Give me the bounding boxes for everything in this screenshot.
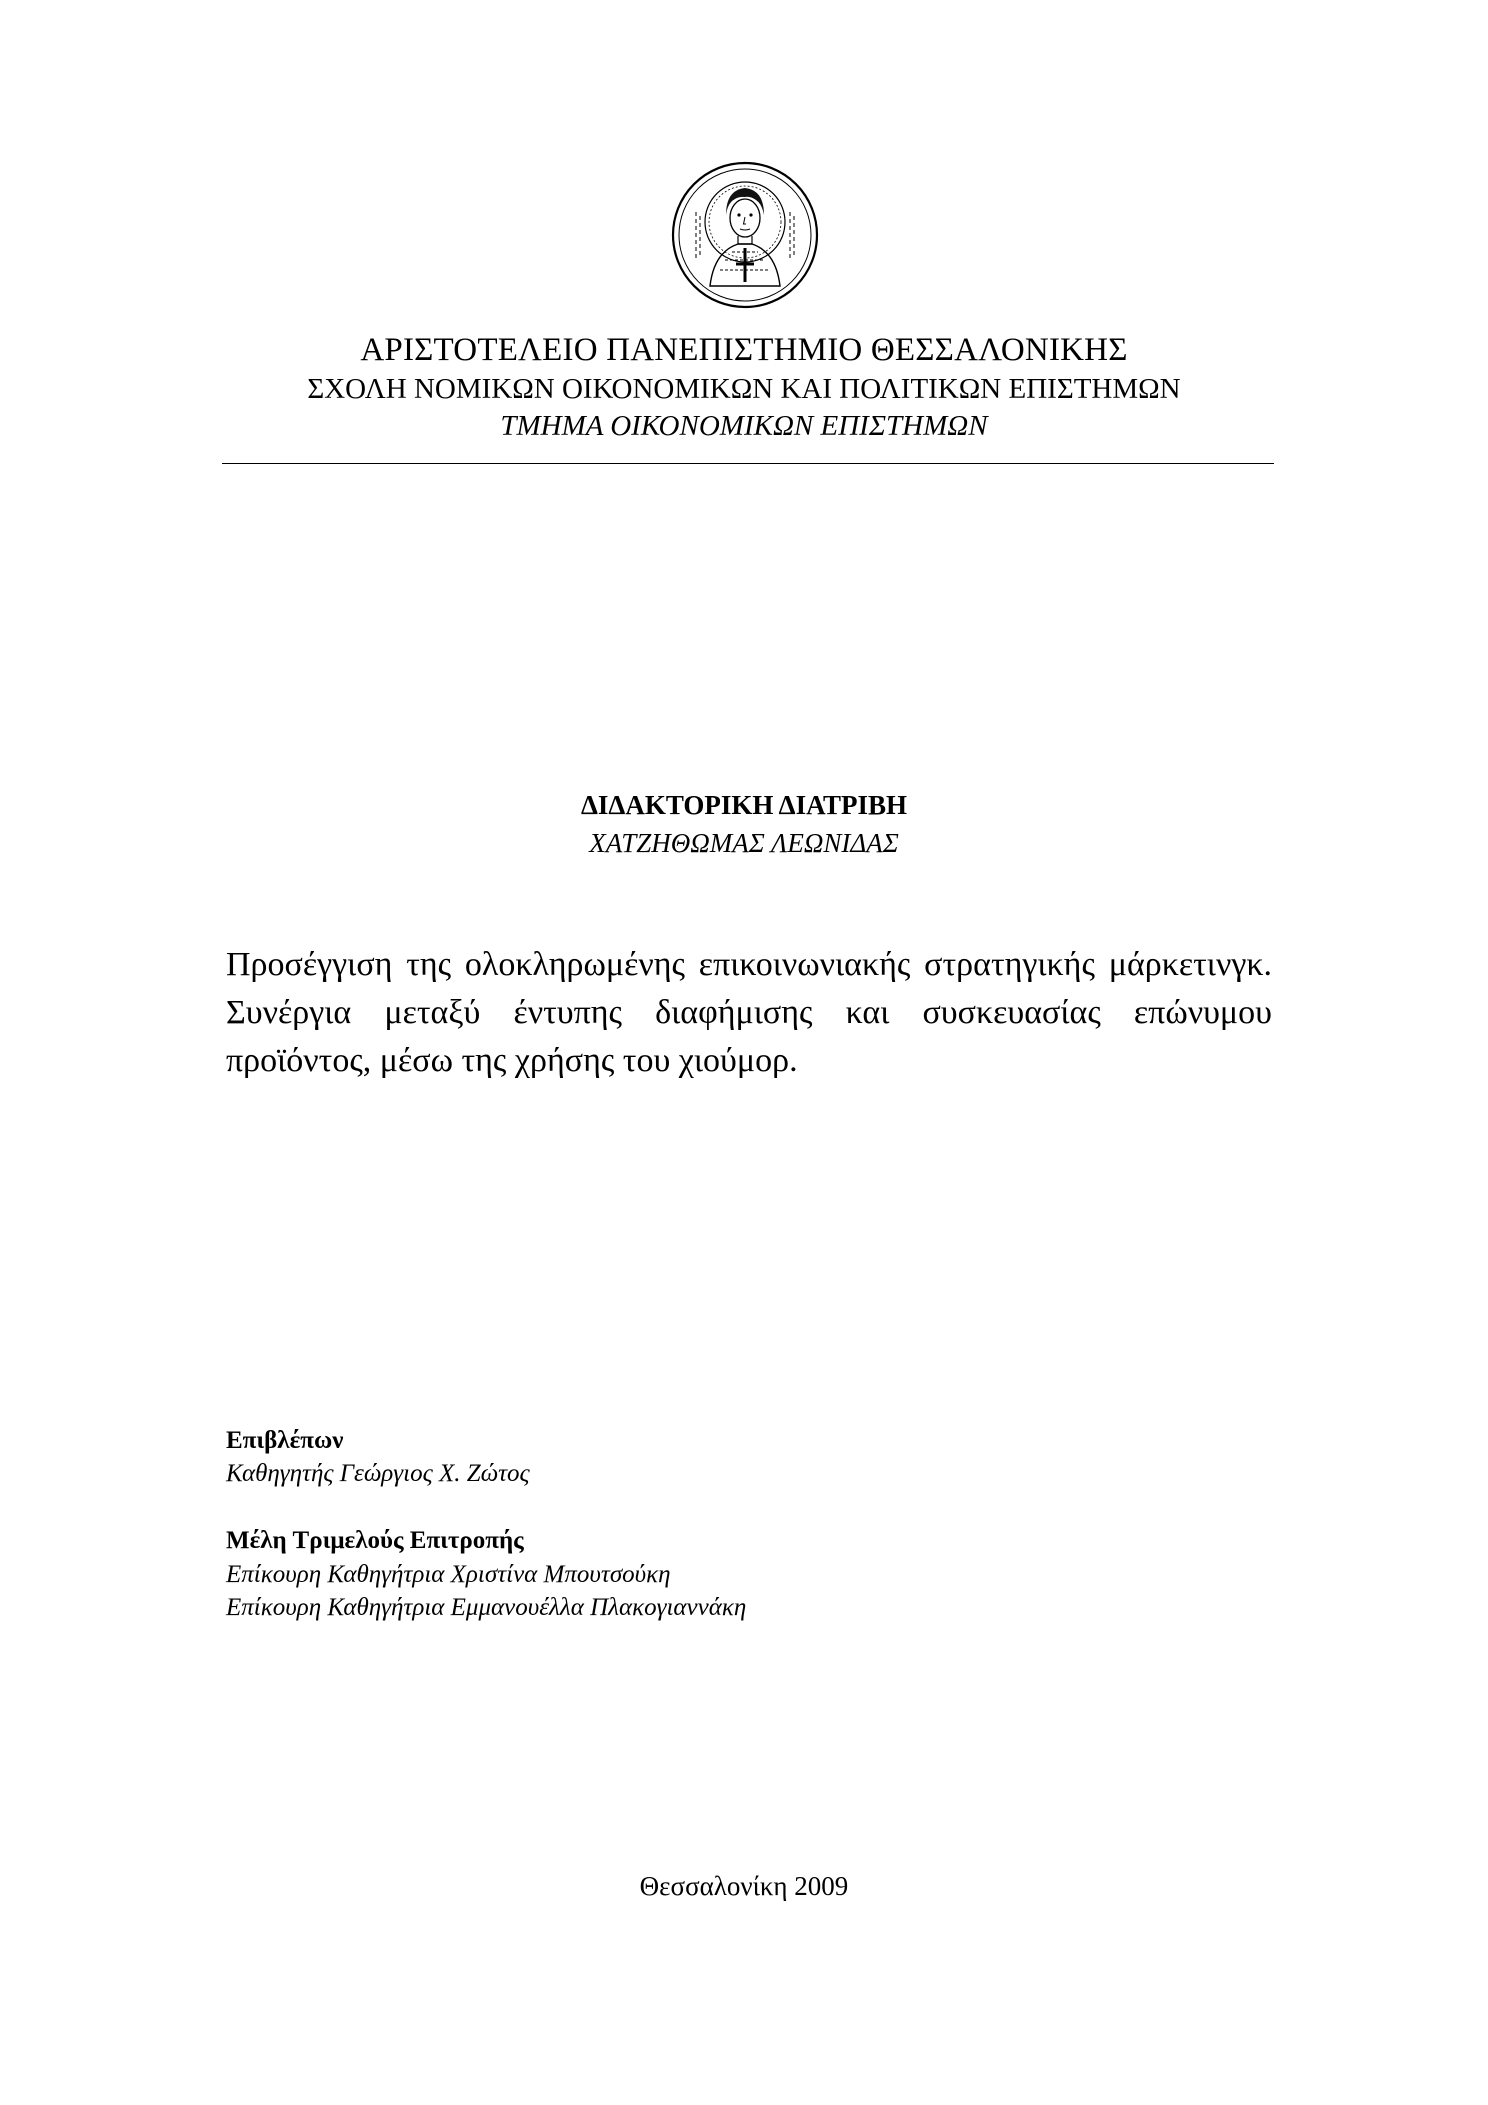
thesis-title: Προσέγγιση της ολοκληρωμένης επικοινωνιακής στρατηγικής μάρκετινγκ. Συνέργια μεταξύ έντυπης διαφήμισης και συσκευασίας επώνυμου προϊόντος, μέσω της χρήσης του χιούμορ. [226,946,1272,1079]
author-name: ΧΑΤΖΗΘΩΜΑΣ ΛΕΩΝΙΔΑΣ [589,828,899,858]
committee-label: Μέλη Τριμελούς Επιτροπής [226,1527,524,1554]
university-name: ΑΡΙΣΤΟΤΕΛΕΙΟ ΠΑΝΕΠΙΣΤΗΜΙΟ ΘΕΣΣΑΛΟΝΙΚΗΣ [360,332,1128,368]
school-name: ΣΧΟΛΗ ΝΟΜΙΚΩΝ ΟΙΚΟΝΟΜΙΚΩΝ ΚΑΙ ΠΟΛΙΤΙΚΩΝ ΕΠΙΣΤΗΜΩΝ [307,373,1181,405]
place-and-year: Θεσσαλονίκη 2009 [639,1871,849,1901]
aristotle-university-seal-icon [670,160,820,310]
document-type: ΔΙΔΑΚΤΟΡΙΚΗ ΔΙΑΤΡΙΒΗ [581,790,907,820]
supervisor-name: Καθηγητής Γεώργιος Χ. Ζώτος [226,1460,530,1487]
committee-member: Επίκουρη Καθηγήτρια Χριστίνα Μπουτσούκη [226,1561,671,1588]
header-divider [222,463,1274,464]
supervisor-label: Επιβλέπων [226,1427,344,1454]
committee-member: Επίκουρη Καθηγήτρια Εμμανουέλλα Πλακογιαννάκη [226,1594,747,1621]
department-name: ΤΜΗΜΑ ΟΙΚΟΝΟΜΙΚΩΝ ΕΠΙΣΤΗΜΩΝ [500,410,988,442]
